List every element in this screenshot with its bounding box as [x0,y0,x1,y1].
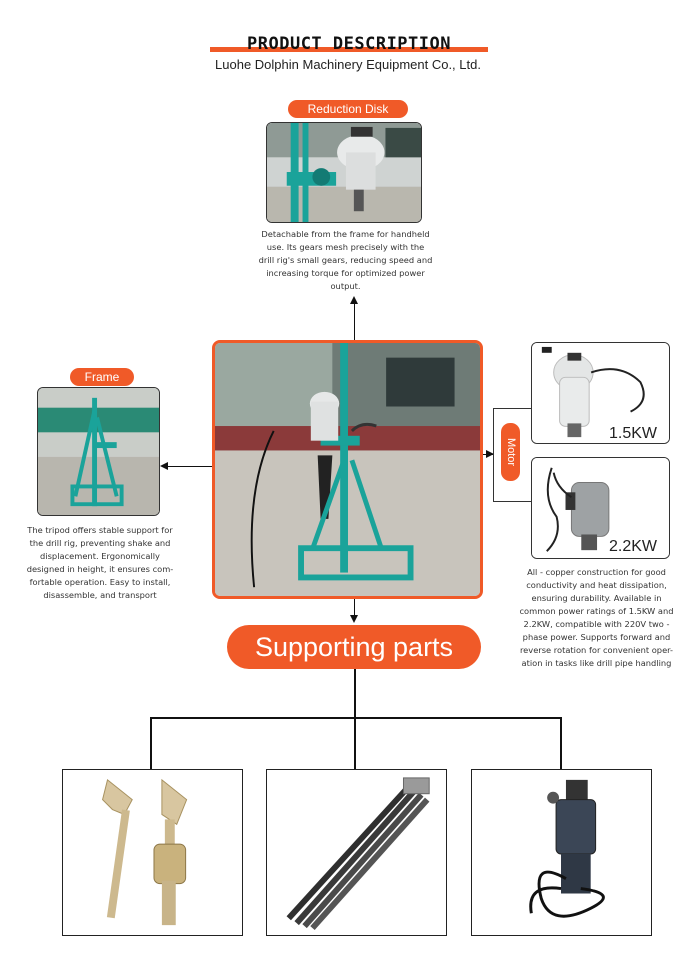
tree-left-leg [150,717,152,769]
tree-trunk [354,669,356,769]
part-submersible-pump [471,769,652,936]
frame-description: The tripod offers stable support for the drill rig, preventing shake and displacement. Ergonomically designed in height, it ensures com-fortable operation. Easy to install, disassemble, and transport [26,525,174,600]
arrow-left-icon [160,462,168,470]
reduction-disk-photo [266,122,422,223]
section-heading [210,34,488,56]
tree-right-leg [560,717,562,769]
supporting-parts-banner: Supporting parts [227,625,481,669]
motor-label: Motor [501,423,520,481]
company-name: Luohe Dolphin Machinery Equipment Co., Ltd. [215,57,481,72]
motor-option-2-label: 2.2KW [609,538,658,555]
drill-rig-photo [212,340,483,599]
part-drill-pipes [266,769,447,936]
motor-description: All - copper construction for good conductivity and heat dissipation, ensuring durability. Available in common power ratings of 1.5KW and 2.2KW, compatible with 220V two - phase power. Supports forward and reverse rotation for convenient oper-ation in tasks like drill pipe handling [519,567,674,668]
arrow-up-icon [350,296,358,304]
arrow-up-line [354,304,355,340]
frame-photo [37,387,160,516]
page-title: PRODUCT DESCRIPTION [247,34,451,54]
arrow-down-icon [350,615,358,623]
arrow-left-line [168,466,212,467]
frame-label: Frame [70,368,134,386]
arrow-down-line [354,599,355,615]
reduction-disk-description: Detachable from the frame for handheld use. Its gears mesh precisely with the drill rig's small gears, reducing speed and increasing torque for optimized power output. [258,229,433,291]
tree-branch [150,717,562,719]
motor-option-1-label: 1.5KW [609,425,658,442]
part-drill-bits [62,769,243,936]
reduction-disk-label: Reduction Disk [288,100,408,118]
